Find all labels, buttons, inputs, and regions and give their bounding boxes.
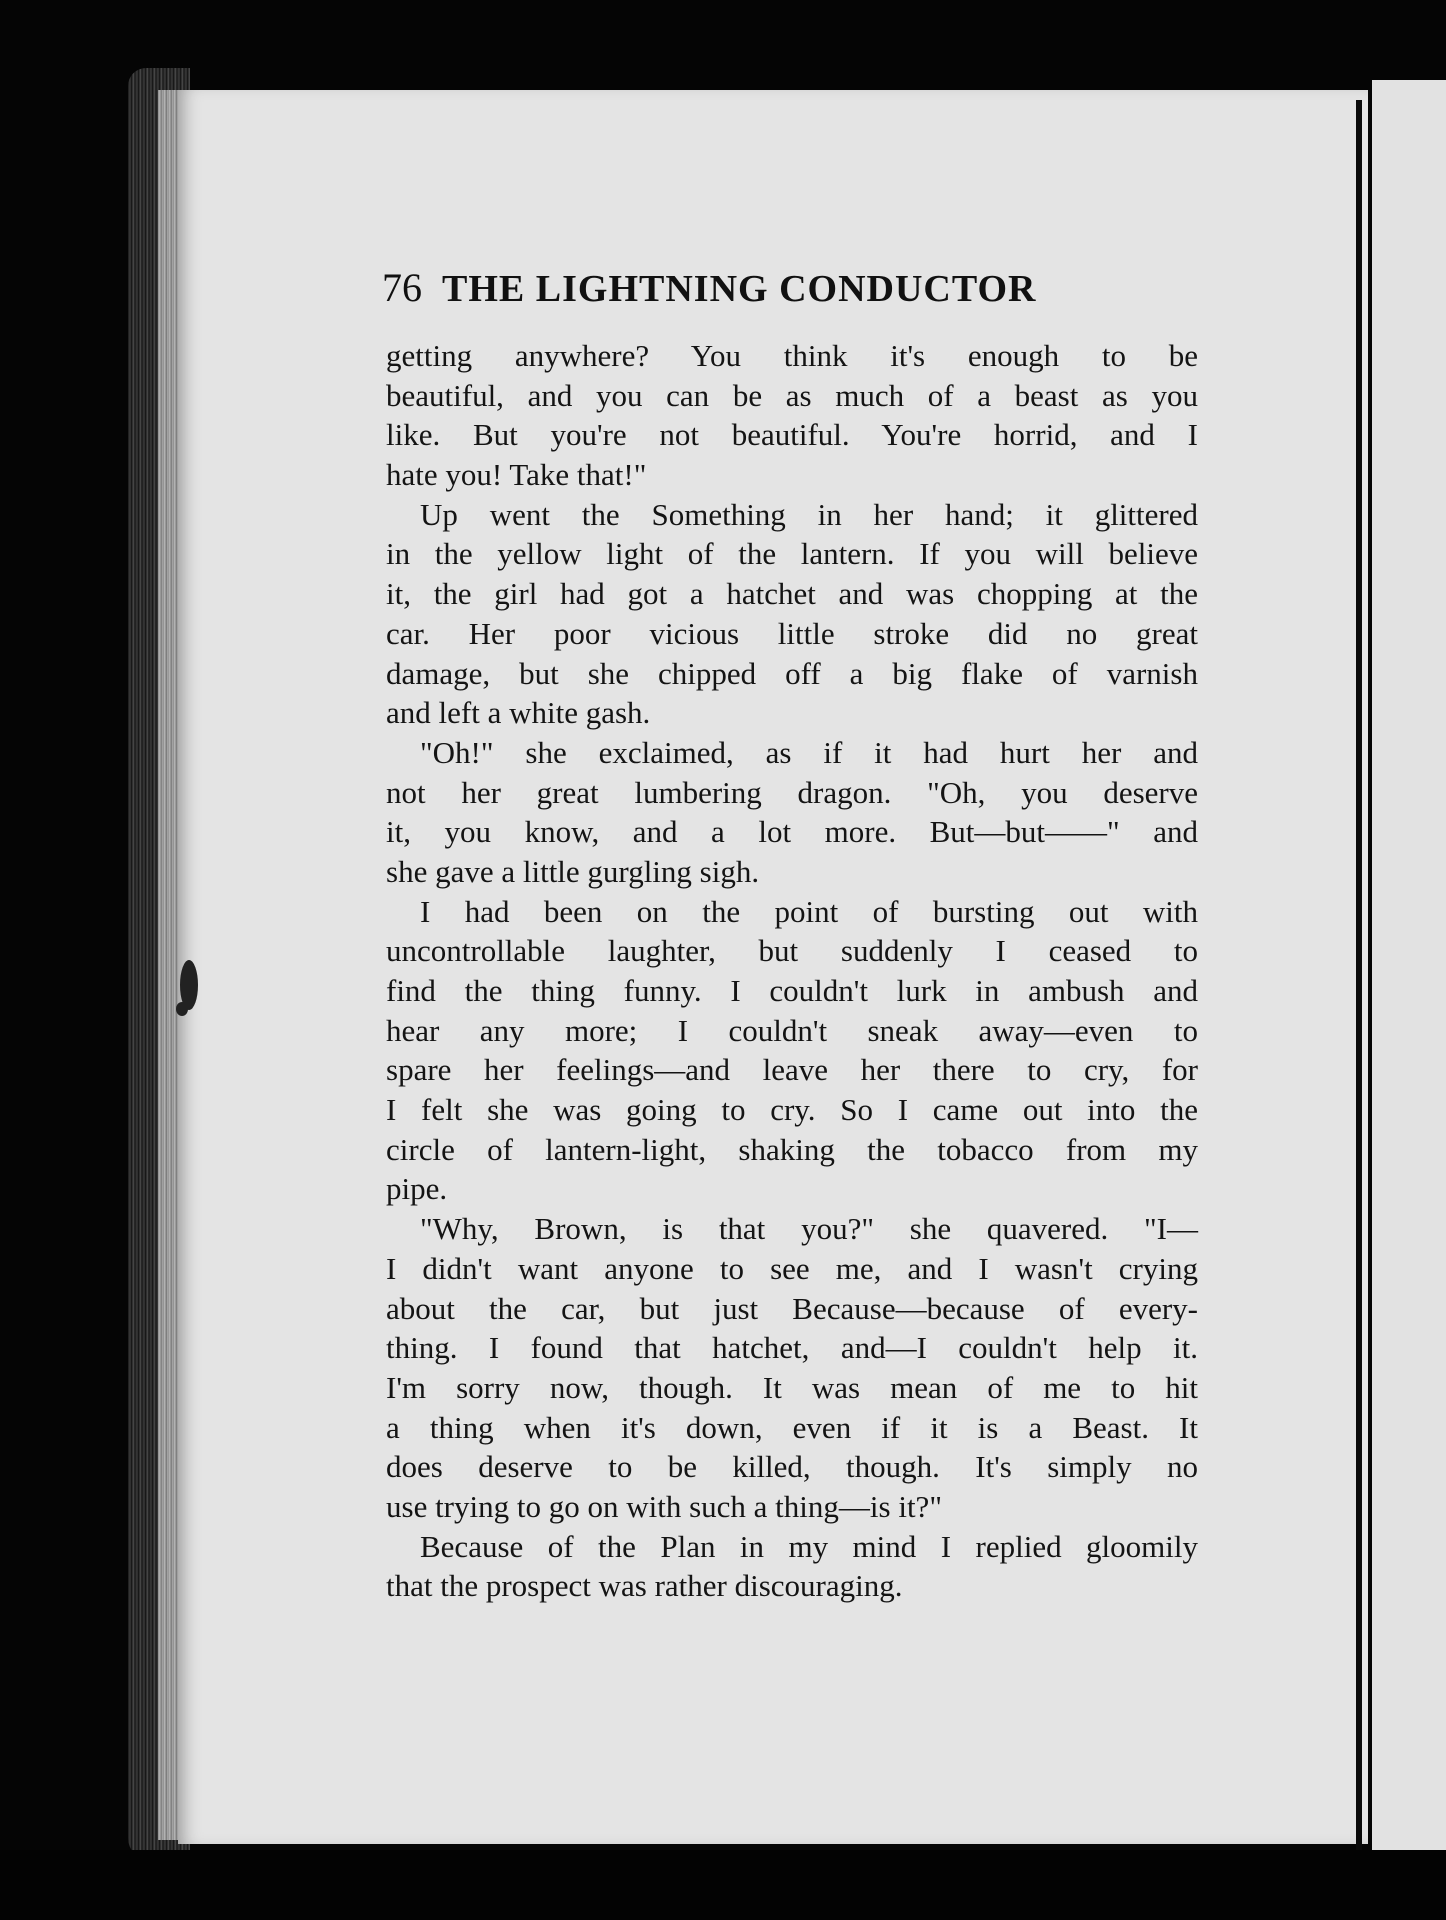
text-line: use trying to go on with such a thing—is it?" bbox=[386, 1488, 942, 1524]
text-line: "Oh!" she exclaimed, as if it had hurt her and bbox=[420, 734, 1198, 770]
text-line: and left a white gash. bbox=[386, 695, 651, 731]
text-line: "Why, Brown, is that you?" she quavered. "I— bbox=[420, 1211, 1198, 1247]
right-page-edge bbox=[1372, 80, 1446, 1850]
text-line: getting anywhere? You think it's enough to be bbox=[386, 338, 1198, 373]
text-line: she gave a little gurgling sigh. bbox=[386, 853, 760, 889]
text-line: it, you know, and a lot more. But—but——" and bbox=[386, 814, 1198, 850]
text-line: in the yellow light of the lantern. If you will believe bbox=[386, 536, 1198, 572]
text-line: a thing when it's down, even if it is a Beast. It bbox=[386, 1409, 1198, 1445]
text-line: I had been on the point of bursting out with bbox=[420, 893, 1198, 929]
text-line: that the prospect was rather discouraging. bbox=[386, 1568, 903, 1604]
text-line: pipe. bbox=[386, 1171, 448, 1207]
text-line: like. But you're not beautiful. You're horrid, and I bbox=[386, 417, 1198, 453]
text-line: thing. I found that hatchet, and—I couldn't help it. bbox=[386, 1330, 1198, 1366]
text-line: Because of the Plan in my mind I replied gloomily bbox=[420, 1528, 1198, 1564]
text-line: does deserve to be killed, though. It's simply no bbox=[386, 1449, 1198, 1485]
text-line: car. Her poor vicious little stroke did no great bbox=[386, 615, 1198, 651]
text-line: I didn't want anyone to see me, and I wasn't crying bbox=[386, 1250, 1198, 1286]
text-line: hear any more; I couldn't sneak away—even to bbox=[386, 1012, 1198, 1048]
book-gutter bbox=[1356, 100, 1362, 1850]
text-line: spare her feelings—and leave her there to cry, for bbox=[386, 1052, 1198, 1088]
text-line: not her great lumbering dragon. "Oh, you deserve bbox=[386, 774, 1198, 810]
body-text bbox=[386, 336, 1198, 1606]
text-line: beautiful, and you can be as much of a beast as you bbox=[386, 377, 1198, 413]
scan-bottom-border bbox=[0, 1850, 1446, 1920]
text-line: damage, but she chipped off a big flake of varnish bbox=[386, 655, 1198, 691]
running-head bbox=[382, 264, 1162, 326]
text-line: about the car, but just Because—because of every- bbox=[386, 1290, 1198, 1326]
text-line: find the thing funny. I couldn't lurk in ambush and bbox=[386, 973, 1198, 1008]
text-line: I felt she was going to cry. So I came out into the bbox=[386, 1092, 1198, 1128]
text-line: it, the girl had got a hatchet and was chopping at the bbox=[386, 576, 1198, 612]
text-line: circle of lantern-light, shaking the tobacco from my bbox=[386, 1131, 1198, 1167]
running-title: THE LIGHTNING CONDUCTOR bbox=[442, 268, 1037, 310]
ink-blot bbox=[176, 1002, 188, 1016]
page-number: 76 bbox=[382, 265, 422, 310]
text-line: uncontrollable laughter, but suddenly I ceased to bbox=[386, 933, 1198, 969]
text-line: hate you! Take that!" bbox=[386, 457, 647, 493]
text-line: I'm sorry now, though. It was mean of me to hit bbox=[386, 1369, 1198, 1405]
text-line: Up went the Something in her hand; it glittered bbox=[420, 496, 1198, 532]
